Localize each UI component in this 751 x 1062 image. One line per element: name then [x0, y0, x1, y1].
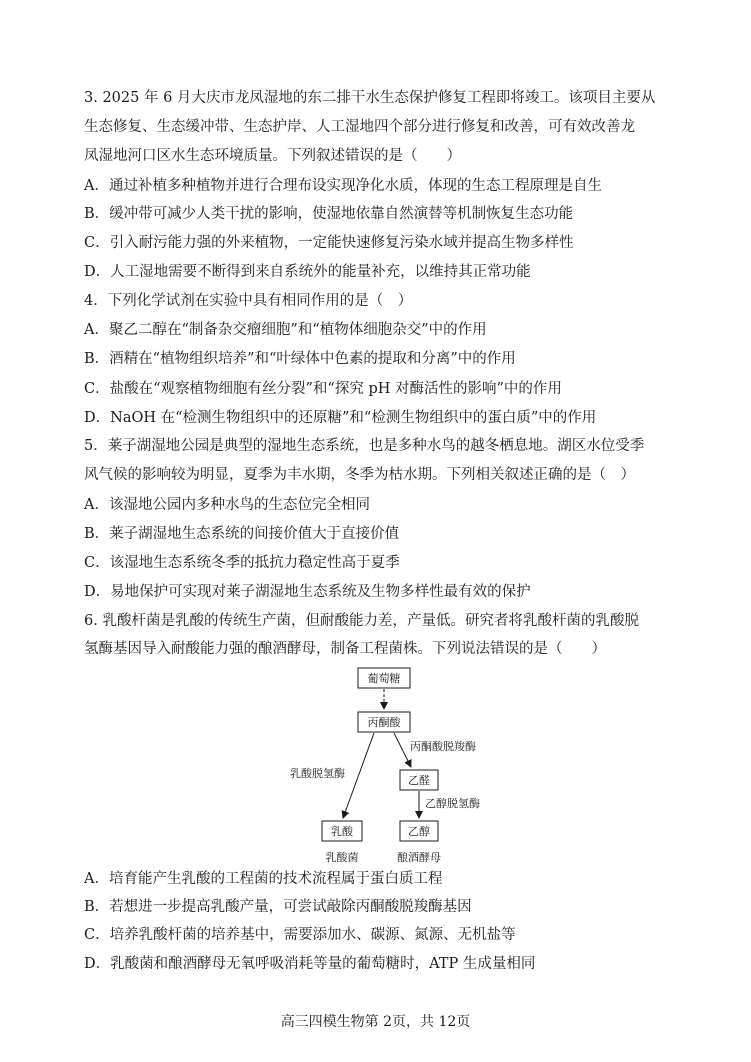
q6-option-c: C．培养乳酸杆菌的培养基中，需要添加水、碳源、氮源、无机盐等	[84, 927, 516, 943]
pyruvate-to-lactate-arrow	[343, 733, 374, 818]
q5-option-b: B．莱子湖湿地生态系统的间接价值大于直接价值	[84, 526, 400, 542]
yeast-caption: 酿酒酵母	[397, 851, 441, 864]
q6-option-d: D．乳酸菌和酿酒酵母无氧呼吸消耗等量的葡萄糖时，ATP 生成量相同	[84, 956, 536, 972]
acetaldehyde-label: 乙醛	[408, 774, 430, 787]
q3-option-b: B．缓冲带可减少人类干扰的影响，使湿地依靠自然演替等机制恢复生态功能	[84, 206, 574, 222]
q3-stem-line-1: 3. 2025 年 6 月大庆市龙凤湿地的东二排干水生态保护修复工程即将竣工。该项目主要从	[84, 90, 656, 106]
metabolic-pathway-diagram	[270, 664, 490, 870]
pyruvate-to-acetaldehyde-arrow	[394, 733, 411, 767]
q5-stem-line-1: 5．莱子湖湿地公园是典型的湿地生态系统，也是多种水鸟的越冬栖息地。湖区水位受季	[84, 438, 645, 454]
pdc-enzyme-label: 丙酮酸脱羧酶	[410, 740, 476, 753]
q4-option-c: C．盐酸在“观察植物细胞有丝分裂”和“探究 pH 对酶活性的影响”中的作用	[84, 381, 562, 397]
lactic-bacteria-caption: 乳酸菌	[325, 851, 359, 864]
lactate-label: 乳酸	[331, 825, 353, 838]
q4-stem: 4．下列化学试剂在实验中具有相同作用的是（ ）	[84, 293, 413, 309]
q4-option-d: D．NaOH 在“检测生物组织中的还原糖”和“检测生物组织中的蛋白质”中的作用	[84, 410, 597, 426]
q5-stem-line-2: 风气候的影响较为明显，夏季为丰水期，冬季为枯水期。下列相关叙述正确的是（ ）	[84, 467, 635, 483]
q4-option-a: A．聚乙二醇在“制备杂交瘤细胞”和“植物体细胞杂交”中的作用	[84, 322, 487, 338]
q5-option-a: A．该湿地公园内多种水鸟的生态位完全相同	[84, 497, 370, 513]
q3-option-d: D．人工湿地需要不断得到来自系统外的能量补充，以维持其正常功能	[84, 264, 531, 280]
page-footer: 高三四模生物第 2页，共 12页	[280, 1014, 471, 1030]
q3-stem-line-2: 生态修复、生态缓冲带、生态护岸、人工湿地四个部分进行修复和改善，可有效改善龙	[84, 119, 635, 135]
adh-enzyme-label: 乙醇脱氢酶	[425, 797, 480, 810]
q6-stem-line-2: 氢酶基因导入耐酸能力强的酿酒酵母，制备工程菌株。下列说法错误的是（ ）	[84, 641, 606, 657]
ethanol-label: 乙醇	[408, 825, 430, 838]
q4-option-b: B．酒精在“植物组织培养”和“叶绿体中色素的提取和分离”中的作用	[84, 351, 516, 367]
q6-option-a: A．培育能产生乳酸的工程菌的技术流程属于蛋白质工程	[84, 871, 443, 887]
q6-option-b: B．若想进一步提高乳酸产量，可尝试敲除丙酮酸脱羧酶基因	[84, 899, 472, 915]
q3-option-c: C．引入耐污能力强的外来植物，一定能快速修复污染水域并提高生物多样性	[84, 235, 574, 251]
q3-option-a: A．通过补植多种植物并进行合理布设实现净化水质，体现的生态工程原理是自生	[84, 178, 602, 194]
ldh-enzyme-label: 乳酸脱氢酶	[290, 767, 345, 780]
q6-stem-line-1: 6. 乳酸杆菌是乳酸的传统生产菌，但耐酸能力差，产量低。研究者将乳酸杆菌的乳酸脱	[84, 613, 639, 629]
q5-option-d: D．易地保护可实现对莱子湖湿地生态系统及生物多样性最有效的保护	[84, 584, 531, 600]
q3-stem-line-3: 凤湿地河口区水生态环境质量。下列叙述错误的是（ ）	[84, 148, 461, 164]
q5-option-c: C．该湿地生态系统冬季的抵抗力稳定性高于夏季	[84, 555, 400, 571]
pyruvate-label: 丙酮酸	[367, 716, 401, 729]
glucose-label: 葡萄糖	[367, 672, 401, 685]
